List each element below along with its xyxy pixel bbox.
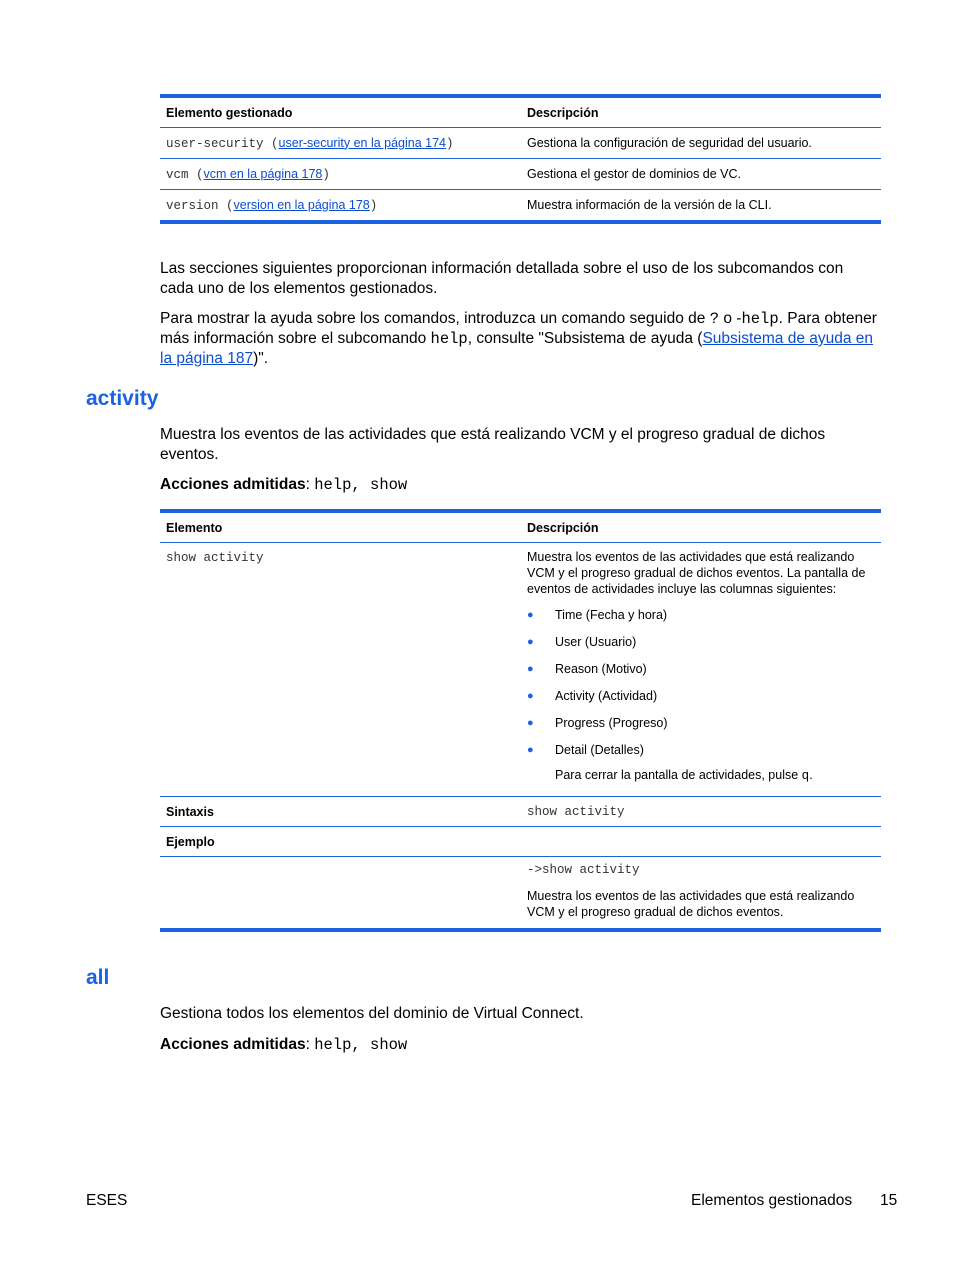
actions-label: Acciones admitidas bbox=[160, 1036, 306, 1053]
item-description: Muestra los eventos de las actividades que está realizando VCM y el progreso gradual de dichos eventos. La pantalla de eventos de actividades incluye las columnas siguientes: bbox=[527, 550, 866, 596]
paren: ) bbox=[322, 167, 330, 182]
example-command: ->show activity bbox=[527, 863, 640, 877]
text: )". bbox=[253, 350, 269, 367]
separator: : bbox=[305, 1036, 315, 1053]
column-header: Descripción bbox=[527, 105, 599, 120]
table-row bbox=[160, 857, 881, 928]
text: Para mostrar la ayuda sobre los comandos, introduzca un comando seguido de bbox=[160, 310, 710, 327]
footer-section-title: Elementos gestionados bbox=[691, 1192, 853, 1209]
bullet-icon: ● bbox=[527, 743, 534, 756]
intro-paragraph: Las secciones siguientes proporcionan información detallada sobre el uso de los subcomandos con cada uno de los elementos gestionados. bbox=[160, 260, 844, 297]
column-header: Elemento gestionado bbox=[166, 105, 293, 120]
paren: ( bbox=[188, 167, 204, 182]
table-cell bbox=[160, 857, 521, 928]
xref-link[interactable]: vcm en la página 178 bbox=[203, 166, 323, 181]
list-item-text: User (Usuario) bbox=[555, 634, 637, 649]
table-row bbox=[160, 543, 881, 797]
list-item-text: Activity (Actividad) bbox=[555, 688, 658, 703]
list-item bbox=[527, 628, 877, 655]
table-bottom-rule bbox=[160, 220, 881, 224]
list-item bbox=[527, 709, 877, 736]
footer-page-number: 15 bbox=[880, 1192, 898, 1209]
code-question: ? bbox=[709, 310, 720, 328]
section-heading-activity: activity bbox=[86, 387, 159, 410]
syntax-label: Sintaxis bbox=[166, 804, 214, 819]
all-actions bbox=[160, 1035, 880, 1055]
text: . Para obtener más información sobre el subcomando bbox=[160, 310, 877, 347]
text: o - bbox=[719, 310, 742, 327]
table-cell bbox=[160, 167, 521, 182]
column-header: Elemento bbox=[166, 520, 223, 535]
table-row bbox=[160, 128, 881, 159]
close-note bbox=[527, 767, 877, 784]
table-cell bbox=[160, 136, 521, 151]
table-cell bbox=[521, 857, 881, 928]
columns-list bbox=[527, 601, 877, 763]
xref-link[interactable]: version en la página 178 bbox=[233, 197, 370, 212]
bullet-icon: ● bbox=[527, 662, 534, 675]
list-item-text: Time (Fecha y hora) bbox=[555, 607, 668, 622]
managed-elements-table bbox=[160, 94, 881, 224]
table-header-row bbox=[160, 513, 881, 543]
bullet-icon: ● bbox=[527, 635, 534, 648]
activity-description: Muestra los eventos de las actividades que está realizando VCM y el progreso gradual de dichos eventos. bbox=[160, 426, 826, 463]
activity-actions bbox=[160, 475, 880, 495]
example-description: Muestra los eventos de las actividades que está realizando VCM y el progreso gradual de dichos eventos. bbox=[527, 889, 855, 919]
paren: ( bbox=[263, 136, 279, 151]
table-row bbox=[160, 190, 881, 220]
column-header: Descripción bbox=[527, 520, 599, 535]
help-subsystem-link[interactable]: Subsistema de ayuda en la página 187 bbox=[160, 330, 874, 367]
table-cell bbox=[521, 543, 881, 796]
table-bottom-rule bbox=[160, 928, 881, 932]
list-item bbox=[527, 682, 877, 709]
text: . bbox=[809, 768, 813, 782]
list-item-text: Reason (Motivo) bbox=[555, 661, 647, 676]
all-description: Gestiona todos los elementos del dominio de Virtual Connect. bbox=[160, 1005, 584, 1022]
paren: ( bbox=[218, 198, 234, 213]
table-cell: Gestiona el gestor de dominios de VC. bbox=[527, 167, 742, 181]
list-item bbox=[527, 601, 877, 628]
footer-language-code: ESES bbox=[86, 1192, 128, 1209]
paren: ) bbox=[369, 198, 378, 213]
code-help: help bbox=[430, 330, 468, 348]
paren: ) bbox=[446, 136, 454, 151]
actions-value: help, show bbox=[314, 1036, 408, 1054]
table-cell bbox=[160, 198, 521, 213]
list-item-text: Progress (Progreso) bbox=[555, 715, 668, 730]
bullet-icon: ● bbox=[527, 608, 534, 621]
bullet-icon: ● bbox=[527, 716, 534, 729]
table-row bbox=[160, 159, 881, 190]
table-row bbox=[160, 827, 881, 857]
list-item-text: Detail (Detalles) bbox=[555, 742, 644, 757]
help-paragraph bbox=[160, 309, 880, 369]
command-name: user-security bbox=[166, 136, 264, 151]
syntax-value: show activity bbox=[527, 804, 625, 819]
xref-link[interactable]: user-security en la página 174 bbox=[278, 135, 447, 150]
code-key: q bbox=[801, 769, 810, 783]
table-cell: show activity bbox=[166, 551, 264, 565]
command-name: vcm bbox=[166, 167, 189, 182]
text: Para cerrar la pantalla de actividades, pulse bbox=[555, 768, 802, 782]
actions-label: Acciones admitidas bbox=[160, 476, 306, 493]
actions-value: help, show bbox=[314, 476, 408, 494]
bullet-icon: ● bbox=[527, 689, 534, 702]
list-item bbox=[527, 736, 877, 763]
activity-table bbox=[160, 509, 881, 932]
separator: : bbox=[305, 476, 315, 493]
list-item bbox=[527, 655, 877, 682]
text: , consulte "Subsistema de ayuda ( bbox=[467, 330, 703, 347]
table-cell: Gestiona la configuración de seguridad del usuario. bbox=[527, 136, 812, 150]
code-help: help bbox=[741, 310, 779, 328]
table-cell: Muestra información de la versión de la CLI. bbox=[527, 198, 772, 212]
table-row bbox=[160, 797, 881, 827]
section-heading-all: all bbox=[86, 966, 110, 989]
example-label: Ejemplo bbox=[166, 834, 215, 849]
command-name: version bbox=[166, 198, 219, 213]
table-header-row bbox=[160, 98, 881, 128]
